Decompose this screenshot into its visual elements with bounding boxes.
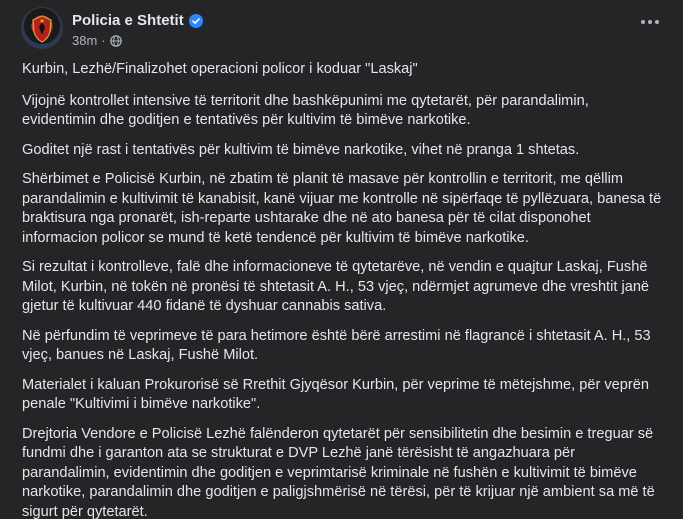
post-paragraph-2: Goditet një rast i tentativës për kultivim të bimëve narkotike, vihet në pranga 1 shtetas. — [22, 141, 580, 158]
post-body — [22, 60, 662, 519]
police-emblem-icon — [22, 8, 62, 48]
verified-badge-icon — [189, 14, 203, 28]
page-avatar[interactable] — [22, 8, 62, 48]
page-name-link[interactable]: Policia e Shtetit — [72, 12, 184, 29]
post-paragraph-6: Materialet i kaluan Prokurorisë së Rrethit Gjyqësor Kurbin, për veprime të mëtejshme, për veprën penale "Kultivimi i bimëve narkotike". — [22, 376, 649, 412]
post-paragraph-3: Shërbimet e Policisë Kurbin, në zbatim të planit të masave për kontrollin e territorit, me qëllim parandalimin e kultivimit të kanabisit, kanë vijuar me kontrolle në sipërfaqe të pyllëzuara, banesa të braktisura nga pronarët, ish-reparte ushtarake dhe në ato banesa për të cilat disponohet informacion policor se mund të ketë tendencë për kultivim të bimëve narkotike. — [22, 171, 662, 246]
meta-separator: · — [101, 33, 106, 48]
more-options-button[interactable] — [636, 12, 664, 32]
post-paragraph-1: Vijojnë kontrollet intensive të territorit dhe bashkëpunimi me qytetarët, për parandalimin, evidentimin dhe goditjen e tentativës për kultivim të bimëve narkotike. — [22, 92, 589, 128]
post-paragraph-7: Drejtoria Vendore e Policisë Lezhë falënderon qytetarët për sensibilitetin dhe besimin e treguar së fundmi dhe i garanton ata se strukturat e DVP Lezhë janë tërësisht të angazhuara për parandalimin, evidentimin dhe goditjen e veprimtarisë kriminale në fushën e kultivimit të bimëve narkotike, parandalimin dhe goditjen e paligjshmërisë në tërësi, për të krijuar një ambient sa më të sigurt për qytetarët. — [22, 425, 655, 519]
globe-icon[interactable] — [110, 35, 122, 47]
post-paragraph-5: Në përfundim të veprimeve të para hetimore është bërë arrestimi në flagrancë i shtetasit A. H., 53 vjeç, banues në Laskaj, Fushë Milot. — [22, 327, 651, 363]
post-paragraph-4: Si rezultat i kontrolleve, falë dhe informacioneve të qytetarëve, në vendin e quajtur Laskaj, Fushë Milot, Kurbin, në tokën në pronësi të shtetasit A. H., 53 vjeç, ndërmjet agrumeve dhe vreshtit janë gjetur të kultivuar 440 fidanë të dyshuar cannabis sativa. — [22, 259, 650, 314]
post-meta — [72, 33, 122, 48]
more-options-icon — [640, 19, 660, 25]
post-timestamp[interactable]: 38m — [72, 33, 98, 48]
post-title: Kurbin, Lezhë/Finalizohet operacioni policor i koduar "Laskaj" — [22, 61, 418, 77]
post-header — [22, 8, 662, 54]
